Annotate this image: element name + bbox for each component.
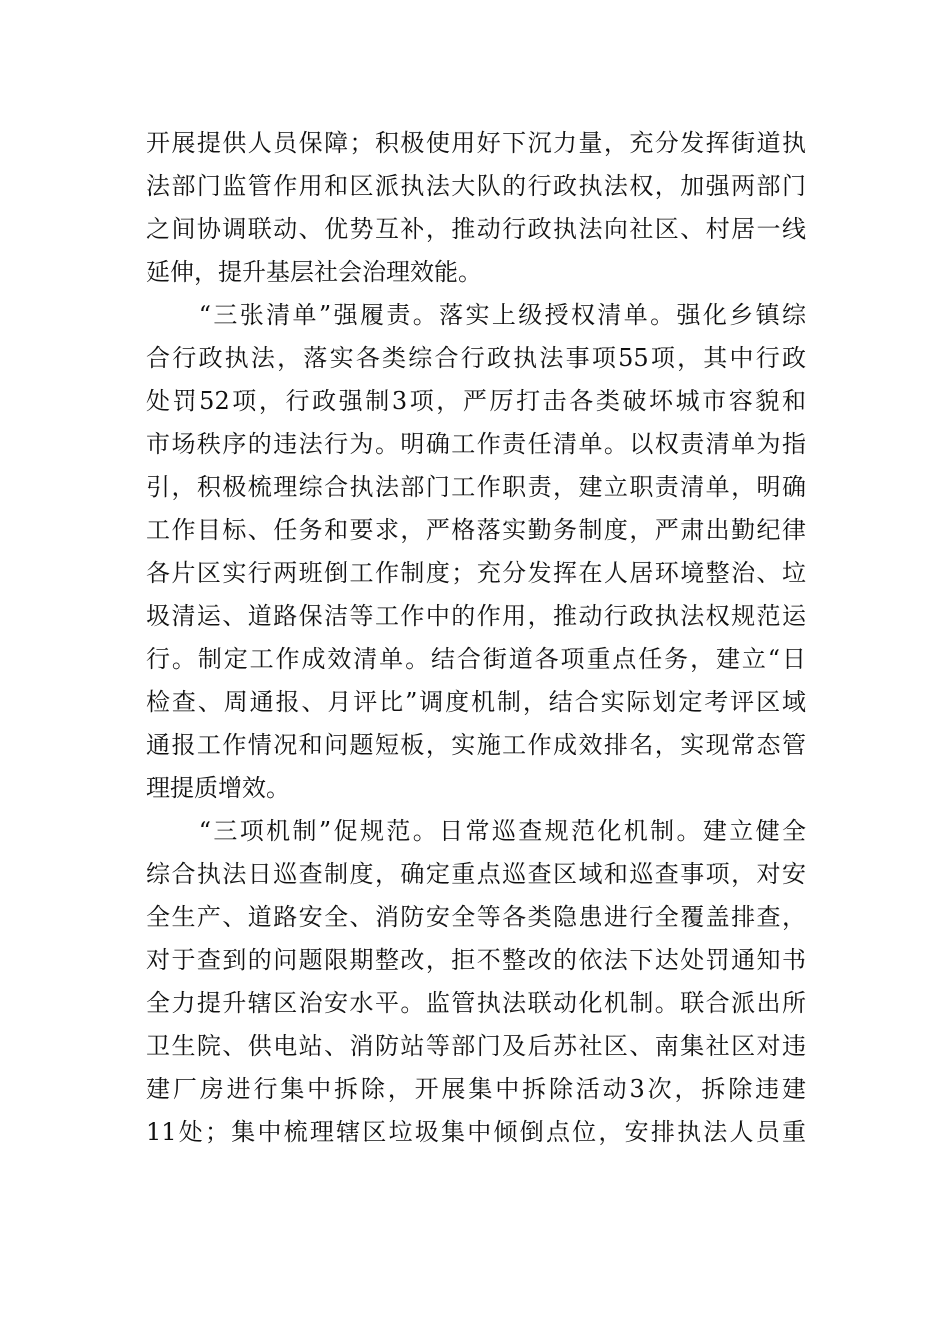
text-line: 行。制定工作成效清单。结合街道各项重点任务，建立“日 <box>146 645 806 673</box>
text-line: 法部门监管作用和区派执法大队的行政执法权，加强两部门 <box>146 172 806 200</box>
text-line: “三项机制”促规范。日常巡查规范化机制。建立健全 <box>146 817 806 845</box>
text-line: “三张清单”强履责。落实上级授权清单。强化乡镇综 <box>146 301 806 329</box>
text-line: 检查、周通报、月评比”调度机制，结合实际划定考评区域 <box>146 688 806 716</box>
text-line: 处罚52项，行政强制3项，严厉打击各类破坏城市容貌和 <box>146 387 806 415</box>
text-line: 各片区实行两班倒工作制度；充分发挥在人居环境整治、垃 <box>146 559 806 587</box>
text-line: 综合执法日巡查制度，确定重点巡查区域和巡查事项，对安 <box>146 860 806 888</box>
text-line: 通报工作情况和问题短板，实施工作成效排名，实现常态管 <box>146 731 806 759</box>
text-line: 之间协调联动、优势互补，推动行政执法向社区、村居一线 <box>146 215 806 243</box>
text-line: 工作目标、任务和要求，严格落实勤务制度，严肃出勤纪律 <box>146 516 806 544</box>
text-line: 11处；集中梳理辖区垃圾集中倾倒点位，安排执法人员重 <box>146 1118 806 1146</box>
text-line: 圾清运、道路保洁等工作中的作用，推动行政执法权规范运 <box>146 602 806 630</box>
text-line: 引，积极梳理综合执法部门工作职责，建立职责清单，明确 <box>146 473 806 501</box>
text-line: 卫生院、供电站、消防站等部门及后苏社区、南集社区对违 <box>146 1032 806 1060</box>
text-line: 市场秩序的违法行为。明确工作责任清单。以权责清单为指 <box>146 430 806 458</box>
text-line: 延伸，提升基层社会治理效能。 <box>146 258 482 286</box>
text-line: 对于查到的问题限期整改，拒不整改的依法下达处罚通知书 <box>146 946 806 974</box>
text-line: 理提质增效。 <box>146 774 290 802</box>
text-line: 全力提升辖区治安水平。监管执法联动化机制。联合派出所 <box>146 989 806 1017</box>
text-line: 全生产、道路安全、消防安全等各类隐患进行全覆盖排查， <box>146 903 806 931</box>
text-line: 建厂房进行集中拆除，开展集中拆除活动3次，拆除违建 <box>146 1075 806 1103</box>
body-text <box>146 122 806 1154</box>
text-line: 合行政执法，落实各类综合行政执法事项55项，其中行政 <box>146 344 806 372</box>
text-line: 开展提供人员保障；积极使用好下沉力量，充分发挥街道执 <box>146 129 806 157</box>
